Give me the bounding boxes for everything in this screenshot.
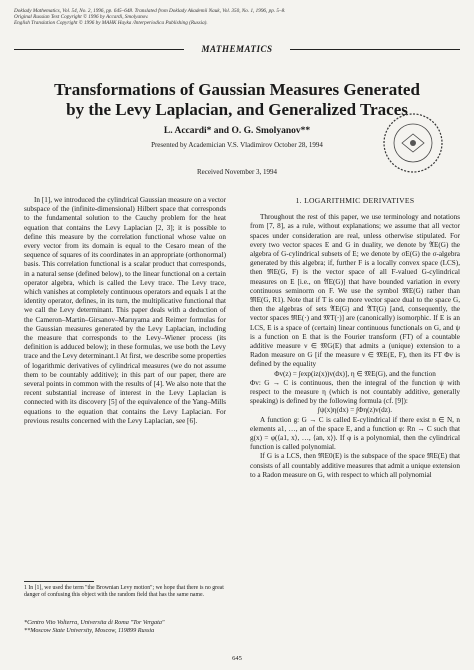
paragraph: Φv: G → C is continuous, then the integral of the function ψ with respect to the measure η (which is not countably additive, generally speaking) is defined by the following formula (cf. [9]): [250,378,460,406]
formula: ∫ψ(x)η(dx) = ∫Φη(z)v(dz). [317,406,393,415]
section-heading: 1. LOGARITHMIC DERIVATIVES [295,196,415,205]
paragraph: Throughout the rest of this paper, we use terminology and notations from [7, 8], as a rule, without explanations; we assume that all vector spaces under consideration are real, unless otherwise stipulated. For every two vector spaces E and G in duality, we denote by 𝔄E(G) the algebra of G-cylindrical subsets of E; we denote by σE(G) the σ-algebra generated by this algebra; if, further F is a locally convex space (LCS), then 𝔐E(G, F) is the vector space of all F-valued G-cylindrical measures on E [i.e., on 𝔄E(G)] that have bounded variation in every continuous seminorm on F. We use the symbol 𝔐E(G) rather than 𝔐E(G, R1). Note that if T is one more vector space dual to the space G, then the algebras of sets 𝔄E(G) and 𝔄T(G) [and, consequently, the vector spaces 𝔐E(·) and 𝔐T(·)] are (canonically) isomorphic. If E is an LCS, E is a space of (certain) linear continuous functionals on G, and ψ is a function on E that is the Fourier transform (FT) of a countable additive measure ν ∈ 𝔐G(E) that admits a (unique) extension to a Radon measure on G [if the measure ν ∈ 𝔐E(E, F), then its FT Φν is defined by the equality [250,213,460,369]
paper-title [40,80,434,120]
formula: Φv(z) = ∫exp(iz(x))v(dx)], η ∈ 𝔐E(G), and the function [274,369,436,378]
section-label: MATHEMATICS [201,44,273,54]
header-line: Original Russian Text Copyright © 1996 by Accardi, Smolyanov. [14,14,149,21]
paragraph: A function g: G → C is called E-cylindrical if there exist n ∈ N, n elements a1, …, an of the space E, and a function φ: Rn → C such that g(x) = φ(⟨a1, x⟩, …, ⟨an, x⟩). If φ is a polynomial, then the cylindrical function is called polynomial. [250,415,460,452]
library-stamp-icon [382,112,444,174]
rule-right [290,49,460,50]
authors: L. Accardi* and O. G. Smolyanov** [163,126,311,136]
affiliation: *Centro Vito Volterra, Universita di Roma "Tor Vergata" [24,619,165,626]
affiliations [24,619,234,635]
title-line: Transformations of Gaussian Measures Generated [54,80,420,99]
page-number: 645 [232,655,242,662]
paragraph: If G is a LCS, then 𝔐E0(E) is the subspace of the space 𝔐E(E) that consists of all countably additive measures that admit a unique extension to a Radon measure on G, with respect to which all polynomial [250,452,460,479]
header-line: English Translation Copyright © 1996 by MAHK Hayka /Interperiodica Publishing (Russia). [14,20,208,27]
journal-header [14,8,285,27]
right-column [250,196,460,480]
presented-by: Presented by Academician V.S. Vladimirov October 28, 1994 [151,141,323,149]
section-banner [14,44,460,54]
left-column [24,196,226,426]
received-date: Received November 3, 1994 [196,168,278,176]
title-line: by the Levy Laplacian, and Generalized Traces [66,100,408,119]
header-line: Doklady Mathematics, Vol. 54, No. 2, 1996, pp. 645–648. Translated from Doklady Akademii Nauk, Vol. 350, No. 1, 1996, pp. 5–8. [14,8,286,14]
footnote-rule [24,581,94,582]
intro-paragraph: In [1], we introduced the cylindrical Gaussian measure on a vector subspace of the (infinite-dimensional) Hilbert space that corresponds to the fundamental solution to the Cauchy problem for the heat equation that contains the Levy Laplacian [2, 3]; it is possible to define this measure by the correlation functional whose value on every vector from its domain is equal to the Cesaro mean of the sequence of squares of its coordinates in an appropriate (orthonormal) basis. This correlation functional is a scalar product that corresponds, in a natural sense (defined below), to the linear functional on a certain operator algebra, which is called the Levy trace. The Levy trace, which vanishes at completely continuous operators and equals 1 at the identity operator, defines, in its turn, the multiplicative functional that we call the Levy determinant. This paper deals with a deduction of the Cameron–Martin–Girsanov–Maruyama and Reimer formulas for the Gaussian measures generated by the Levy Laplacian, including the measure that corresponds to the Levy–Wiener process (its definition is adduced below); in these formulas, we use both the Levy trace and the Levy determinant.1 At first, we describe some properties of logarithmic derivatives of cylindrical measures (we do not assume them to be countably additive); in this part of our paper, there are several points in common with the results of [4]. We also note that the recent substantial increase of interest in the Levy Laplacian is connected with its discovery [5] of the equivalence of the Yang–Mills equations to the equation that contains the Levy Laplacian. For previous results concerned with the Levy Laplacian, see [6]. [24,196,226,425]
affiliation: **Moscow State University, Moscow, 119899 Russia [24,627,155,634]
footnote: 1 In [1], we used the term "the Brownian Levy motion"; we hope that there is no great danger of confusing this object with the random field that has the same name. [24,585,224,598]
